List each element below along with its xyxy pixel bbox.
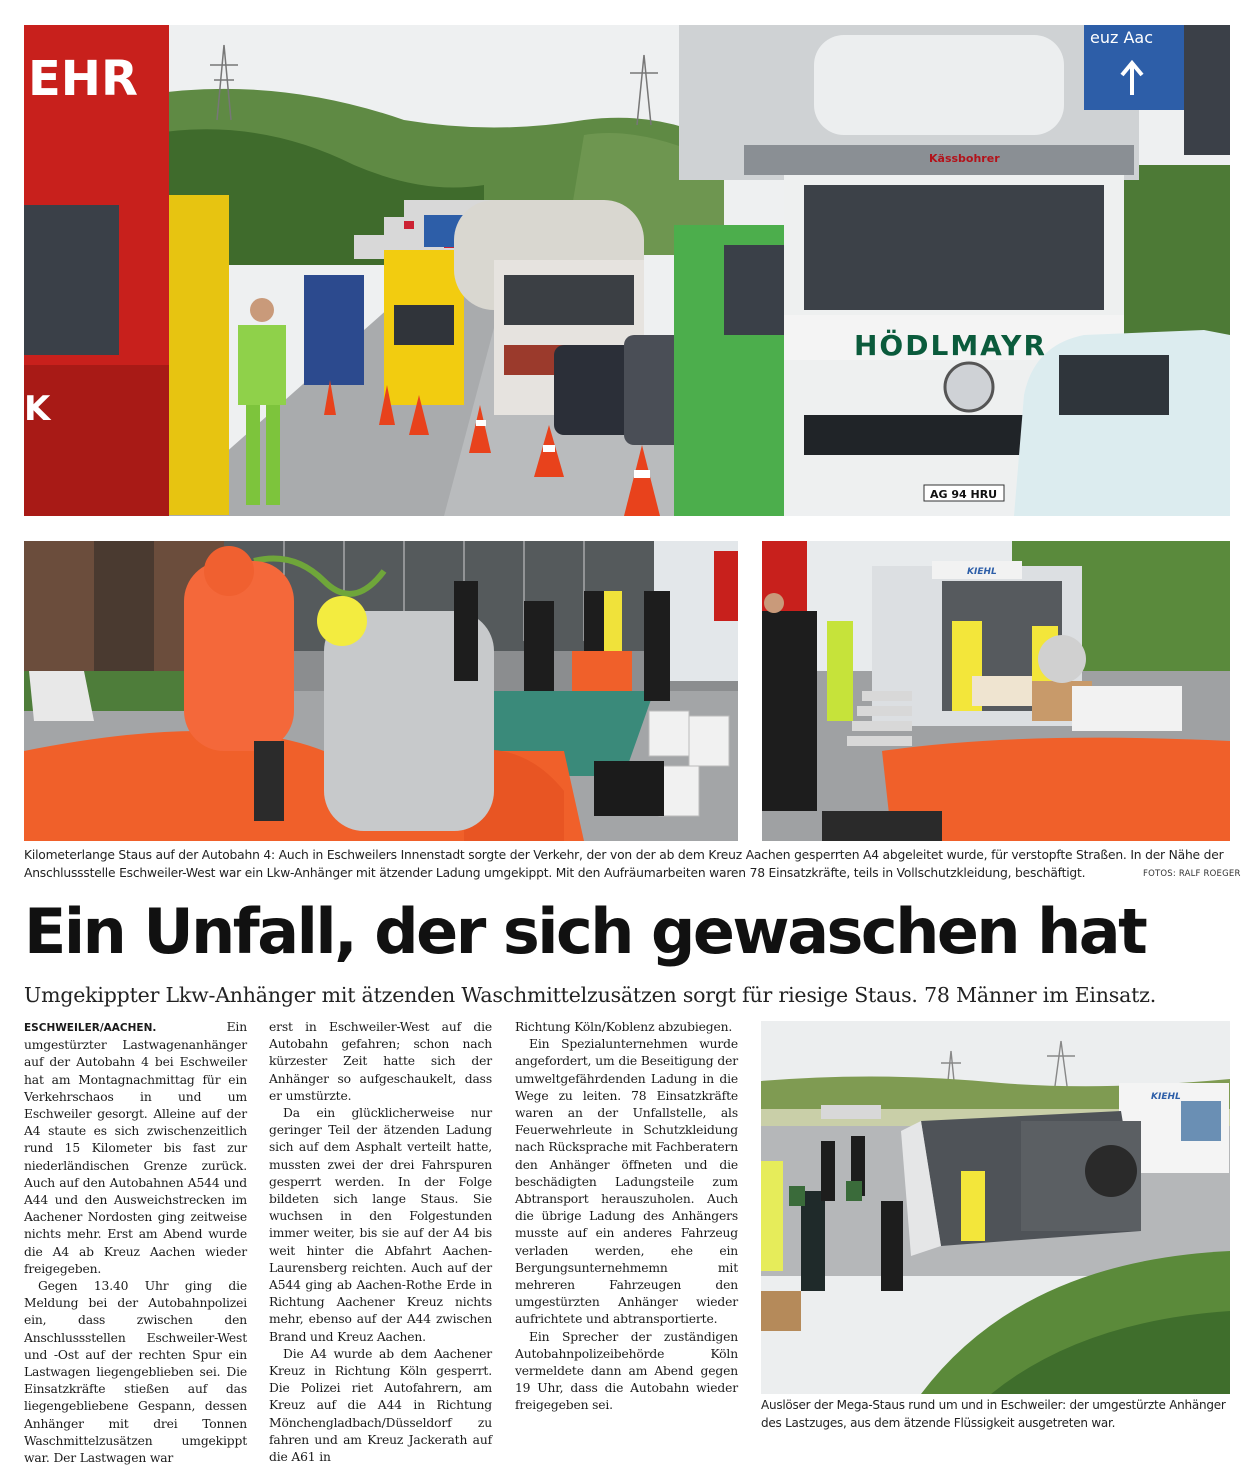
article-paragraph-6: Richtung Köln/Koblenz abzubiegen. — [515, 1020, 733, 1034]
photo-credit: FOTOS: RALF ROEGER — [1143, 869, 1241, 879]
photo-unloading-truck — [762, 541, 1230, 841]
article-paragraph-1: Ein umgestürzter Lastwagenanhänger auf der Autobahn 4 bei Eschweiler hat am Montagnachmittag für ein Verkehrschaos in und um Eschweiler gesorgt. Alleine auf der A4 staute es sich zwischenzeitlich rund 15 Kilometer bis fast zur niederländischen Grenze zurück. Auch auf den Autobahnen A544 und A44 und den Ausweichstrecken im Aachener Nordosten ging zeitweise nichts mehr. Erst am Abend wurde die A4 ab Kreuz Aachen wieder freigegeben. — [24, 1020, 247, 1276]
trailer-brand: Kässbohrer — [929, 152, 1000, 165]
article-column-3 — [515, 1019, 738, 1415]
photo-overturned-trailer — [761, 1021, 1230, 1394]
dateline: ESCHWEILER/AACHEN. — [24, 1022, 157, 1034]
article-column-2 — [269, 1019, 492, 1466]
photo-caption-top: Kilometerlange Staus auf der Autobahn 4: Auch in Eschweilers Innenstadt sorgte der Verkehr, der von der ab dem Kreuz Aachen gesperrten A4 abgeleitet wurde, für verstopfte Straßen. In der Nähe der Anschlussstelle Eschweiler-West war ein Lkw-Anhänger mit ätzender Ladung umgekippt. Mit den Aufräumarbeiten waren 78 Einsatzkräfte, teils in Vollschutzkleidung, beschäftigt. — [24, 848, 1224, 880]
article-paragraph-2: Gegen 13.40 Uhr ging die Meldung bei der Autobahnpolizei ein, dass zwischen den Anschlussstellen Eschweiler-West und -Ost auf der rechten Spur ein Lastwagen liegengeblieben sei. Die Einsatzkräfte stießen auf das liegengebliebene Gespann, dessen Anhänger mit drei Tonnen Waschmittelzusätzen umgekippt war. Der Lastwagen war — [24, 1279, 247, 1466]
truck-brand: HÖDLMAYR — [854, 329, 1048, 362]
headline: Ein Unfall, der sich gewaschen hat — [24, 895, 1146, 968]
article-paragraph-4: Da ein glücklicherweise nur geringer Teil der ätzenden Ladung sich auf dem Asphalt verteilt hatte, mussten zwei der drei Fahrspuren gesperrt werden. In der Folge bildeten sich lange Staus. Sie wuchsen in den Folgestunden immer weiter, bis sie auf der A4 bis weit hinter die Abfahrt Aachen-Laurensberg reichten. Auch auf der A544 ging ab Aachen-Rothe Erde in Richtung Aachener Kreuz nichts mehr, ebenso auf der A44 zwischen Brand und Kreuz Aachen. — [269, 1106, 492, 1344]
photo-caption-bottom: Auslöser der Mega-Staus rund um und in Eschweiler: der umgestürzte Anhänger des Lastzuges, aus dem ätzende Flüssigkeit ausgetreten war. — [761, 1398, 1226, 1430]
article-column-1 — [24, 1019, 247, 1467]
article-paragraph-7: Ein Spezialunternehmen wurde angefordert, um die Beseitigung der umweltgefährdenden Ladung in die Wege zu leiten. 78 Einsatzkräfte waren an der Unfallstelle, als Feuerwehrleute in Schutzkleidung nach Rücksprache mit Fachberatern den Anhänger öffneten und die beschädigten Ladungsteile zum Abtransport herauszuholen. Auch die übrige Ladung des Anhängers musste auf ein anderes Fahrzeug verladen werden, ehe ein Bergungsunternehmemn mit mehreren Fahrzeugen den umgestürzten Anhänger wieder aufrichtete und abtransportierte. — [515, 1037, 738, 1327]
photo-traffic-jam — [24, 25, 1230, 516]
box-truck-brand: KIEHL — [967, 567, 997, 577]
article-paragraph-8: Ein Sprecher der zuständigen Autobahnpolizeibehörde Köln vermeldete dann am Abend gegen 19 Uhr, dass die Autobahn wieder freigegeben sei. — [515, 1329, 738, 1413]
article-paragraph-3: erst in Eschweiler-West auf die Autobahn gefahren; schon nach kürzester Zeit hatte sich der Anhänger so aufgeschaukelt, dass er umstürzte. — [269, 1020, 492, 1103]
article-paragraph-5: Die A4 wurde ab dem Aachener Kreuz in Richtung Köln gesperrt. Die Polizei riet Autofahrern, am Kreuz auf die A44 in Richtung Mönchengladbach/Düsseldorf zu fahren und am Kreuz Jackerath auf die A61 in — [269, 1346, 492, 1465]
fire-truck-lettering-lower: K — [24, 389, 51, 429]
subheadline: Umgekippter Lkw-Anhänger mit ätzenden Waschmittelzusätzen sorgt für riesige Staus. 78 Männer im Einsatz. — [24, 983, 1157, 1007]
license-plate: AG 94 HRU — [930, 488, 998, 501]
photo-hazmat-crew — [24, 541, 738, 841]
bottom-truck-brand: KIEHL — [1151, 1092, 1181, 1102]
motorway-sign-text: euz Aac — [1090, 28, 1154, 47]
fire-truck-lettering: EHR — [28, 51, 138, 107]
